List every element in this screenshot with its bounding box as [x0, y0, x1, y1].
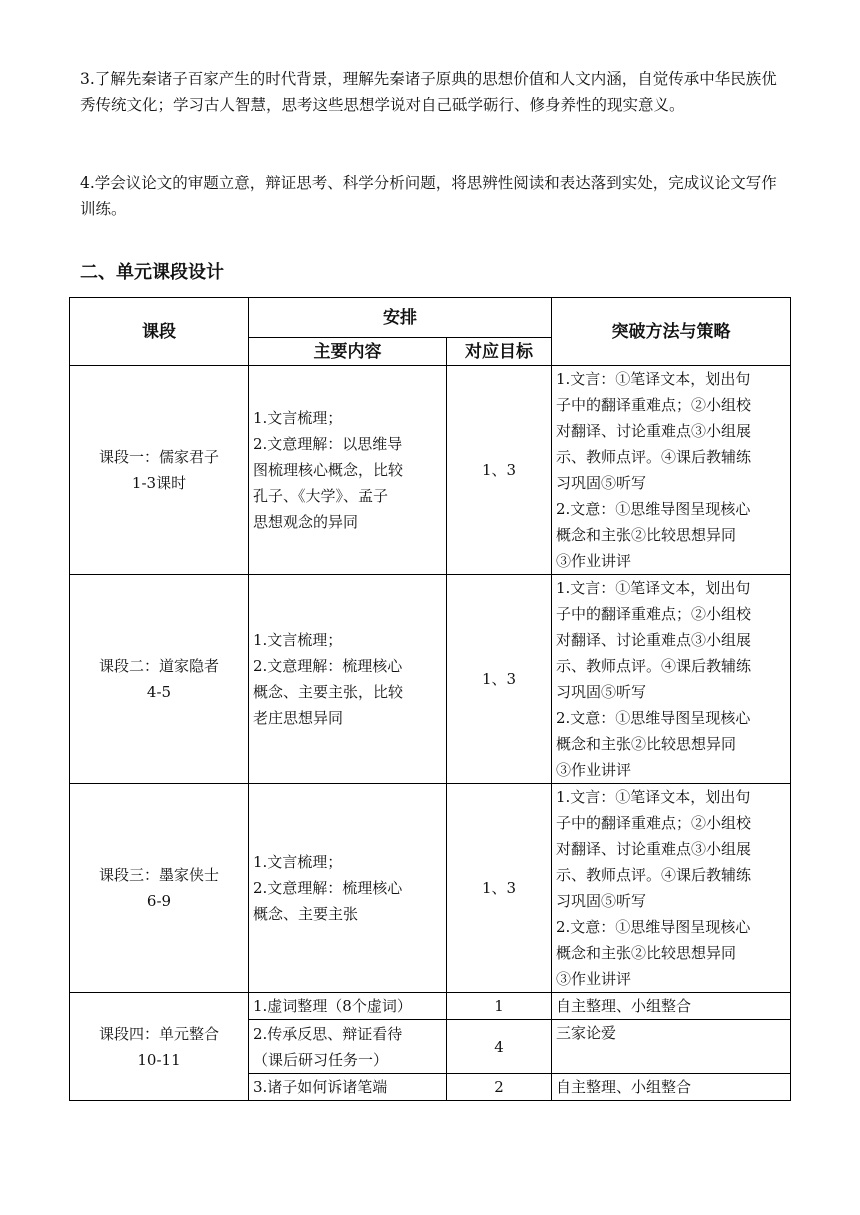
header-content: 主要内容: [249, 338, 447, 366]
methods-cell: [552, 1020, 791, 1074]
content-line: 1.虚词整理（8个虚词）: [253, 997, 412, 1015]
content-cell: [249, 784, 447, 993]
segment-cell: [70, 366, 249, 575]
method-line: ③作业讲评: [556, 761, 632, 779]
segment-time: 1-3课时: [131, 474, 187, 492]
goals-cell: 1、3: [447, 784, 552, 993]
content-line: 2.文意理解：梳理核心: [253, 657, 403, 675]
header-methods: 突破方法与策略: [552, 298, 791, 366]
content-line: 概念、主要主张: [253, 905, 359, 923]
section-heading: 二、单元课段设计: [80, 262, 224, 283]
objective-4: 4.学会议论文的审题立意，辩证思考、科学分析问题，将思辨性阅读和表达落到实处，完成议论文写作训练。: [80, 174, 777, 218]
method-line: 自主整理、小组整合: [556, 1078, 692, 1096]
content-line: 3.诸子如何诉诸笔端: [253, 1078, 388, 1096]
method-line: 习巩固⑤听写: [556, 892, 647, 910]
content-cell: [249, 575, 447, 784]
method-line: 概念和主张②比较思想异同: [556, 526, 737, 544]
content-cell: [249, 993, 447, 1020]
content-line: 2.传承反思、辩证看待: [253, 1024, 403, 1043]
content-cell: [249, 1020, 447, 1074]
method-line: 对翻译、讨论重难点③小组展: [556, 422, 752, 440]
content-line: 1.文言梳理；: [253, 409, 343, 427]
segment-name: 课段一：儒家君子: [98, 448, 219, 466]
header-arrangement: 安排: [249, 298, 552, 338]
segment-name: 课段四：单元整合: [98, 1024, 219, 1043]
goals-cell: 4: [447, 1020, 552, 1074]
objective-3: 3.了解先秦诸子百家产生的时代背景，理解先秦诸子原典的思想价值和人文内涵，自觉传承中华民族优秀传统文化；学习古人智慧，思考这些思想学说对自己砥学砺行、修身养性的现实意义。: [80, 70, 777, 114]
content-line: 2.文意理解：梳理核心: [253, 879, 403, 897]
goals-cell: 2: [447, 1074, 552, 1101]
segment-name: 课段三：墨家侠士: [98, 866, 219, 884]
method-line: 示、教师点评。④课后教辅练: [556, 448, 752, 466]
method-line: 2.文意：①思维导图呈现核心: [556, 709, 751, 727]
method-line: 自主整理、小组整合: [556, 997, 692, 1015]
content-line: （课后研习任务一）: [253, 1050, 389, 1069]
methods-cell: [552, 366, 791, 575]
segment-cell: [70, 575, 249, 784]
table-row: [70, 575, 791, 784]
content-line: 思想观念的异同: [253, 513, 359, 531]
method-line: 子中的翻译重难点；②小组校: [556, 396, 752, 414]
content-line: 孔子、《大学》、孟子: [253, 487, 389, 505]
goals-cell: 1、3: [447, 575, 552, 784]
method-line: 习巩固⑤听写: [556, 683, 647, 701]
header-goals: 对应目标: [447, 338, 552, 366]
method-line: 对翻译、讨论重难点③小组展: [556, 840, 752, 858]
methods-cell: [552, 575, 791, 784]
segment-time: 4-5: [146, 683, 172, 701]
segment-name: 课段二：道家隐者: [98, 657, 219, 675]
methods-cell: [552, 784, 791, 993]
table-row: [70, 784, 791, 993]
method-line: 示、教师点评。④课后教辅练: [556, 866, 752, 884]
method-line: 对翻译、讨论重难点③小组展: [556, 631, 752, 649]
method-line: ③作业讲评: [556, 552, 632, 570]
content-line: 2.文意理解：以思维导: [253, 435, 403, 453]
methods-cell: [552, 993, 791, 1020]
unit-segment-table: [69, 297, 791, 1101]
methods-cell: [552, 1074, 791, 1101]
content-line: 1.文言梳理；: [253, 631, 343, 649]
method-line: 概念和主张②比较思想异同: [556, 944, 737, 962]
segment-cell: [70, 784, 249, 993]
content-cell: [249, 366, 447, 575]
method-line: 概念和主张②比较思想异同: [556, 735, 737, 753]
content-cell: [249, 1074, 447, 1101]
method-line: 2.文意：①思维导图呈现核心: [556, 918, 751, 936]
method-line: 习巩固⑤听写: [556, 474, 647, 492]
method-line: ③作业讲评: [556, 970, 632, 988]
method-line: 三家论爱: [556, 1024, 617, 1042]
method-line: 子中的翻译重难点；②小组校: [556, 605, 752, 623]
content-line: 图梳理核心概念，比较: [253, 461, 404, 479]
method-line: 2.文意：①思维导图呈现核心: [556, 500, 751, 518]
segment-cell: [70, 993, 249, 1101]
goals-cell: 1、3: [447, 366, 552, 575]
segment-time: 6-9: [146, 892, 172, 910]
content-line: 老庄思想异同: [253, 709, 344, 727]
method-line: 1.文言：①笔译文本，划出句: [556, 579, 751, 597]
method-line: 示、教师点评。④课后教辅练: [556, 657, 752, 675]
segment-time: 10-11: [137, 1050, 181, 1069]
content-line: 概念、主要主张，比较: [253, 683, 404, 701]
header-segment: 课段: [70, 298, 249, 366]
content-line: 1.文言梳理；: [253, 853, 343, 871]
table-row: [70, 366, 791, 575]
method-line: 1.文言：①笔译文本，划出句: [556, 370, 751, 388]
goals-cell: 1: [447, 993, 552, 1020]
method-line: 1.文言：①笔译文本，划出句: [556, 788, 751, 806]
table-row: [70, 993, 791, 1020]
method-line: 子中的翻译重难点；②小组校: [556, 814, 752, 832]
